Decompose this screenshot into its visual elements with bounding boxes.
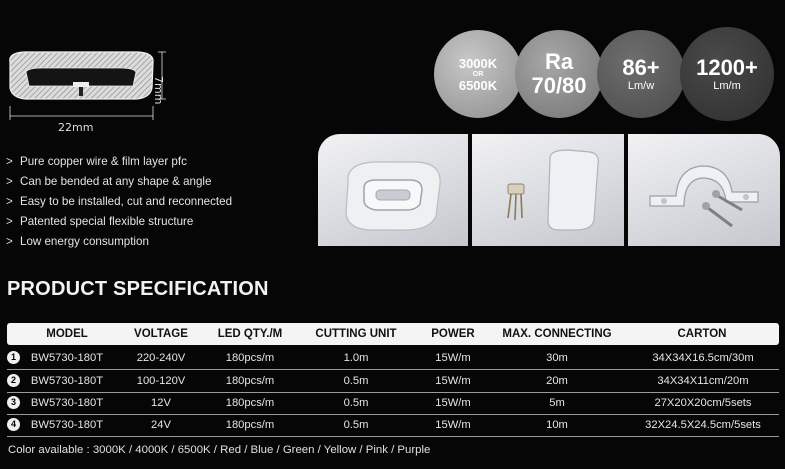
column-header: CUTTING UNIT xyxy=(315,328,397,340)
chevron-icon: > xyxy=(6,215,13,228)
badge-lumen-unit: Lm/m xyxy=(713,79,741,92)
chevron-icon: > xyxy=(6,195,13,208)
table-row: 3 BW5730-180T 12V 180pcs/m 0.5m 15W/m 5m 27X20X20cm/5sets xyxy=(7,392,779,415)
column-header: CARTON xyxy=(677,328,727,340)
height-dimension-label: 7mm xyxy=(152,76,165,105)
cri-badge xyxy=(515,30,603,118)
badge-temp-or: OR xyxy=(472,70,484,78)
table-row: 2 BW5730-180T 100-120V 180pcs/m 0.5m 15W/m 20m 34X34X11cm/20m xyxy=(7,370,779,393)
badge-efficacy-main: 86+ xyxy=(622,54,660,80)
chevron-icon: > xyxy=(6,175,13,188)
feature-item: > Can be bended at any shape & angle xyxy=(6,172,232,192)
end-cap-photo xyxy=(318,134,468,246)
lumen-badge xyxy=(680,27,774,121)
row-number-badge: 2 xyxy=(7,374,20,387)
table-header xyxy=(7,323,779,345)
color-availability: Color available : 3000K / 4000K / 6500K / Red / Blue / Green / Yellow / Pink / Purple xyxy=(8,444,431,456)
row-number-badge: 4 xyxy=(7,418,20,431)
width-dimension-label: 22mm xyxy=(58,121,94,134)
color-temp-badge xyxy=(434,30,522,118)
badge-cri-sub: 70/80 xyxy=(531,73,587,98)
badge-lumen-main: 1200+ xyxy=(696,54,758,80)
efficacy-badge xyxy=(597,30,685,118)
feature-item: > Low energy consumption xyxy=(6,232,232,252)
table-row: 1 BW5730-180T 220-240V 180pcs/m 1.0m 15W/m 30m 34X34X16.5cm/30m xyxy=(7,347,779,370)
feature-list xyxy=(6,152,232,252)
chevron-icon: > xyxy=(6,235,13,248)
badge-temp-1: 3000K xyxy=(458,55,498,71)
badge-temp-2: 6500K xyxy=(458,77,498,93)
mounting-clip-photo xyxy=(628,134,780,246)
table-row: 4 BW5730-180T 24V 180pcs/m 0.5m 15W/m 10m 32X24.5X24.5cm/5sets xyxy=(7,414,779,437)
column-header: VOLTAGE xyxy=(134,328,188,340)
column-header: POWER xyxy=(431,328,475,340)
column-header: MAX. CONNECTING xyxy=(502,328,612,340)
chevron-icon: > xyxy=(6,155,13,168)
column-header: LED QTY./M xyxy=(217,328,283,340)
feature-item: > Patented special flexible structure xyxy=(6,212,232,232)
feature-item: > Easy to be installed, cut and reconnected xyxy=(6,192,232,212)
badge-efficacy-unit: Lm/w xyxy=(627,79,655,92)
feature-item: > Pure copper wire & film layer pfc xyxy=(6,152,232,172)
section-title: PRODUCT SPECIFICATION xyxy=(7,278,269,300)
connector-photo xyxy=(472,134,624,246)
row-number-badge: 1 xyxy=(7,351,20,364)
column-header: MODEL xyxy=(46,328,88,340)
badge-cri-main: Ra xyxy=(544,49,574,74)
row-number-badge: 3 xyxy=(7,396,20,409)
